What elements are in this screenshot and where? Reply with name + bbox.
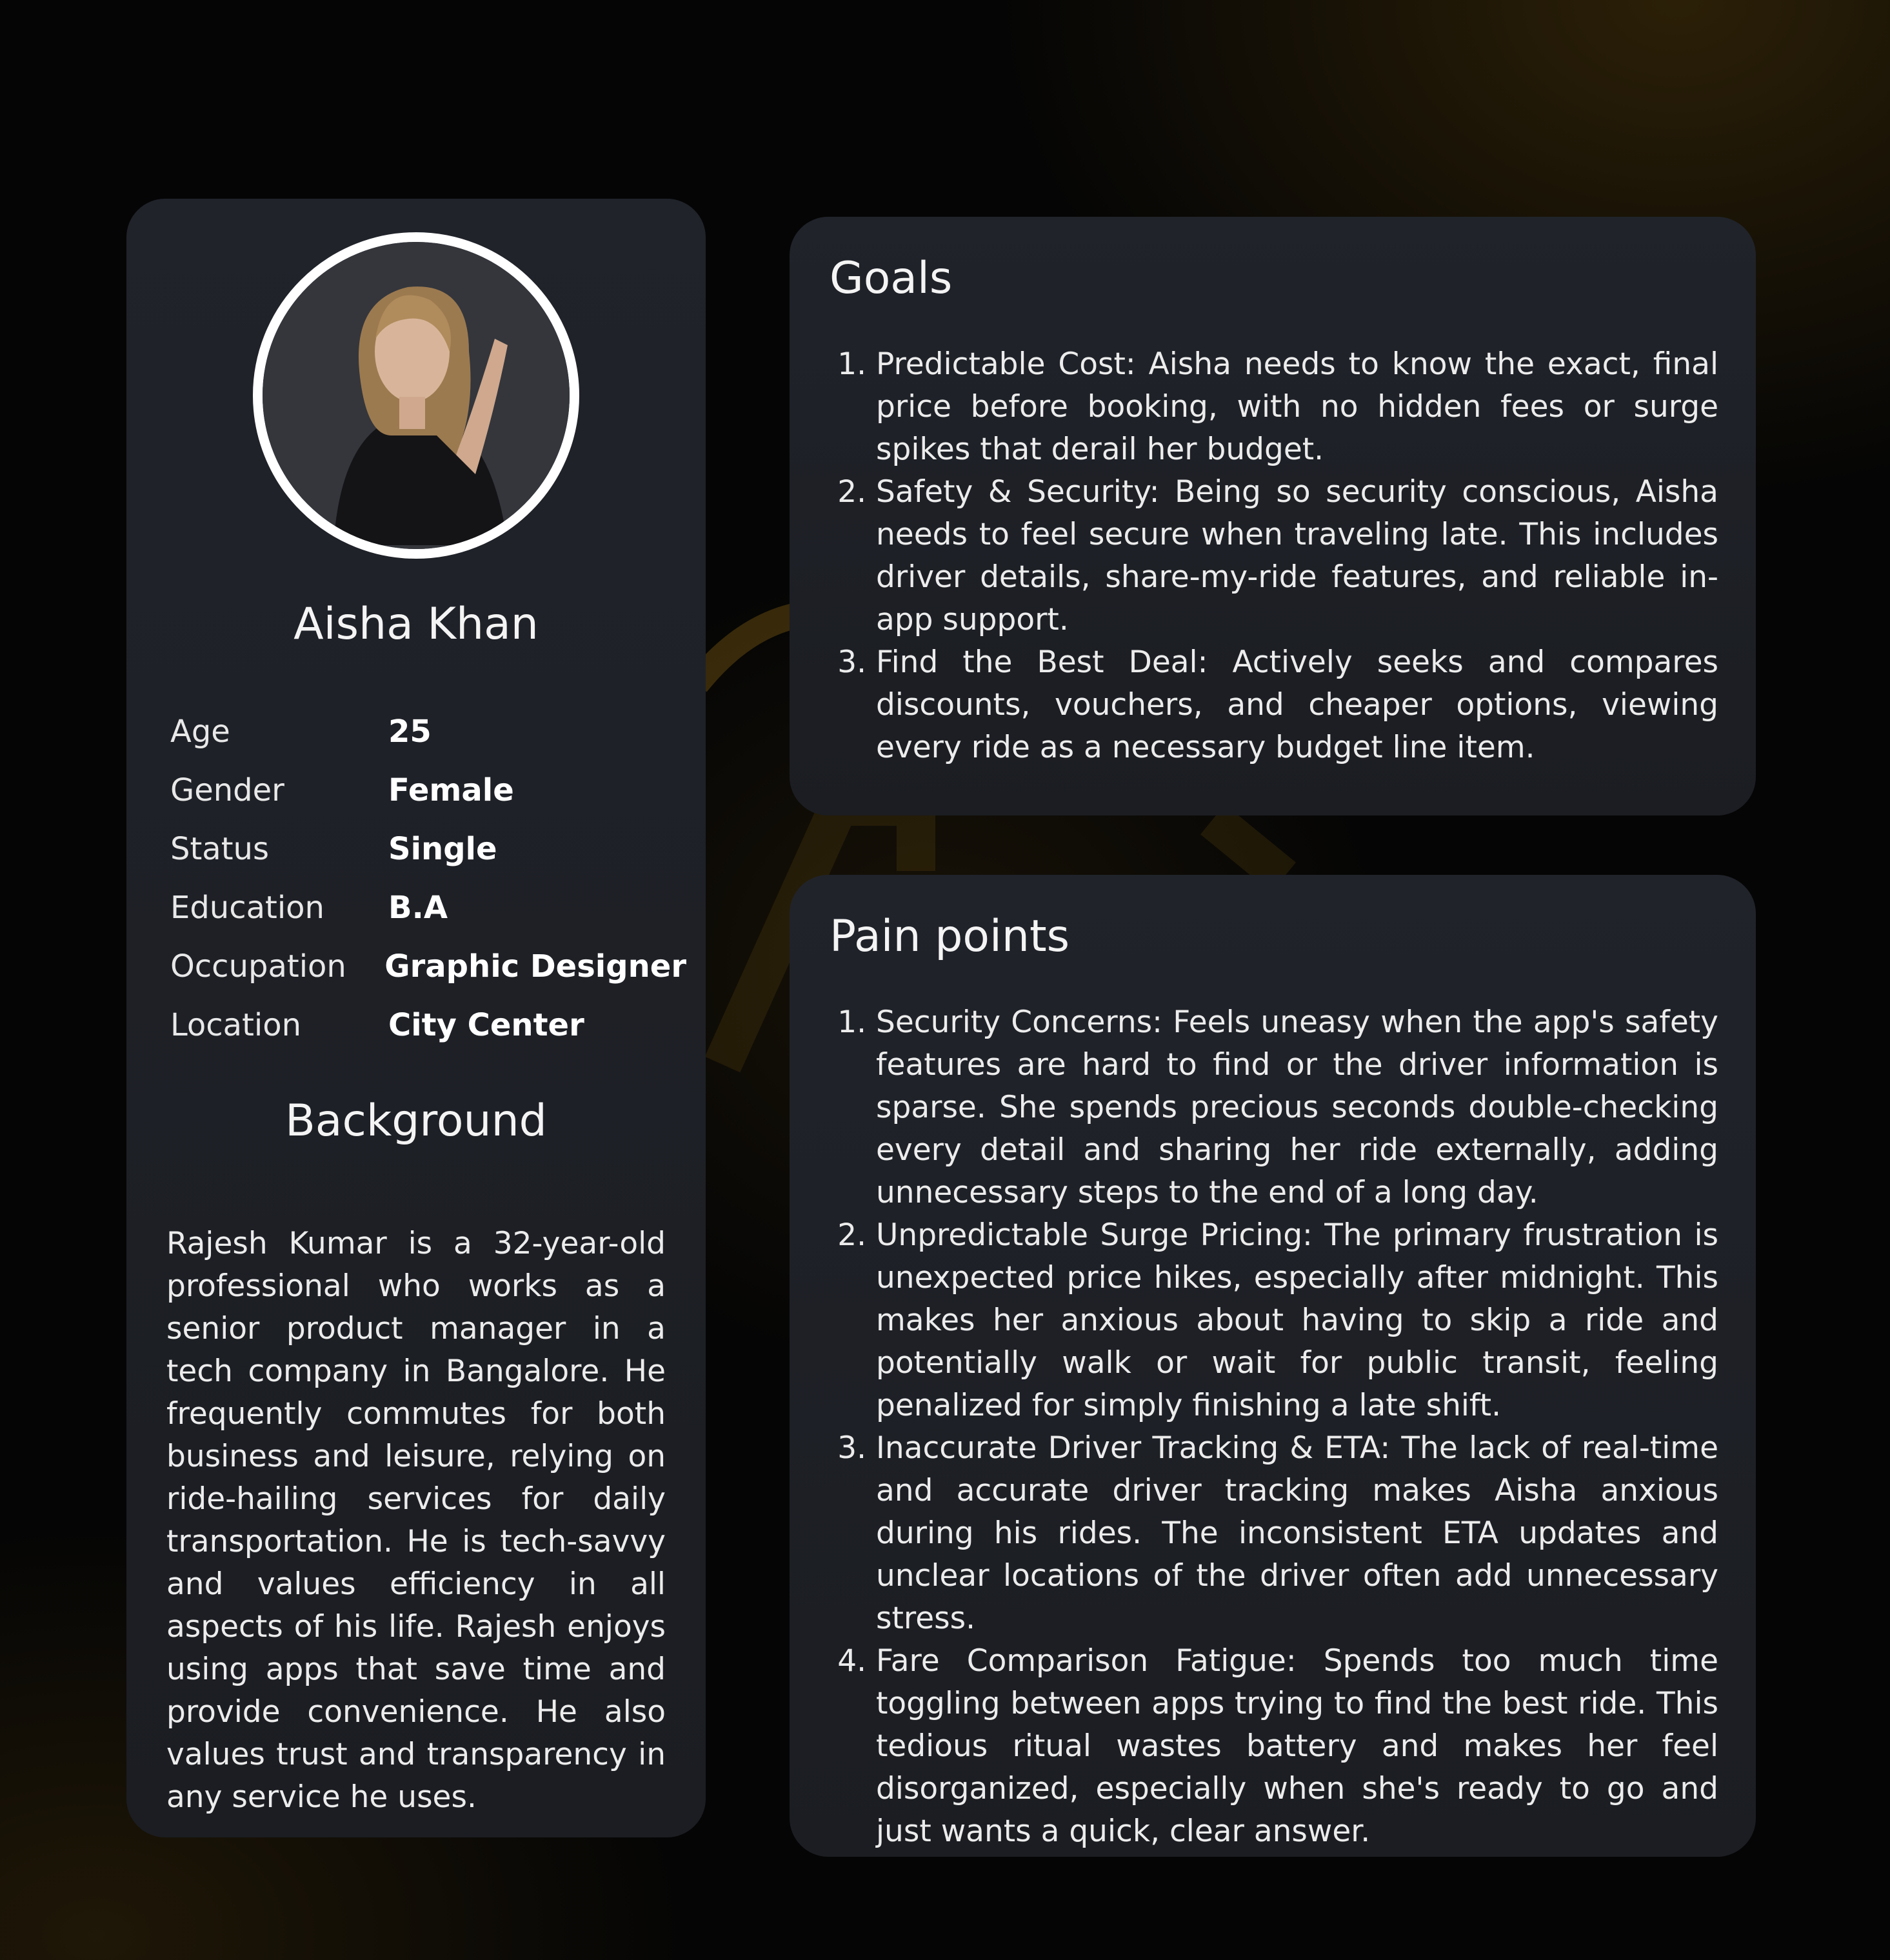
detail-value: Female (388, 772, 514, 808)
detail-row-occupation (170, 937, 686, 995)
list-item: 2. Safety & Security: Being so security conscious, Aisha needs to feel secure when traveling late. This includes driver details, share-my-ride features, and reliable in-app support. (876, 471, 1718, 641)
detail-row-location (170, 995, 686, 1054)
avatar (253, 232, 579, 559)
pain-points-card (790, 875, 1756, 1857)
detail-label: Status (170, 830, 269, 867)
detail-row-education (170, 878, 686, 937)
detail-label: Education (170, 889, 324, 926)
goals-heading: Goals (830, 253, 953, 304)
list-item: 3. Inaccurate Driver Tracking & ETA: The lack of real-time and accurate driver tracking makes Aisha anxious during his rides. The inconsistent ETA updates and unclear locations of the driver often add unnecessary stress. (876, 1427, 1718, 1640)
background-heading: Background (285, 1095, 547, 1146)
detail-label: Occupation (170, 948, 346, 985)
list-item: 2. Unpredictable Surge Pricing: The primary frustration is unexpected price hikes, especially after midnight. This makes her anxious about having to skip a ride and potentially walk or wait for public transit, feeling penalized for simply finishing a late shift. (876, 1214, 1718, 1427)
background-text: Rajesh Kumar is a 32-year-old professional who works as a senior product manager in a tech company in Bangalore. He frequently commutes for both business and leisure, relying on ride-hailing services for daily transportation. He is tech-savvy and values efficiency in all aspects of his life. Rajesh enjoys using apps that save time and provide convenience. He also values trust and transparency in any service he uses. (166, 1226, 666, 1815)
list-item: 1. Security Concerns: Feels uneasy when the app's safety features are hard to find or the driver information is sparse. She spends precious seconds double-checking every detail and sharing her ride externally, adding unnecessary steps to the end of a long day. (876, 1001, 1718, 1214)
list-item: 4. Fare Comparison Fatigue: Spends too much time toggling between apps trying to find the best ride. This tedious ritual wastes battery and makes her feel disorganized, especially when she's ready to go and just wants a quick, clear answer. (876, 1640, 1718, 1853)
persona-name: Aisha Khan (293, 599, 539, 650)
detail-label: Location (170, 1006, 302, 1043)
detail-value: City Center (388, 1006, 584, 1043)
goals-list (830, 343, 1718, 769)
detail-label: Age (170, 713, 230, 750)
pain-points-heading: Pain points (830, 911, 1070, 962)
detail-value: 25 (388, 713, 432, 750)
goals-card (790, 217, 1756, 815)
list-item: 3. Find the Best Deal: Actively seeks and compares discounts, vouchers, and cheaper options, viewing every ride as a necessary budget line item. (876, 641, 1718, 769)
detail-value: B.A (388, 889, 448, 926)
detail-row-status (170, 819, 686, 878)
detail-row-gender (170, 761, 686, 819)
person-photo-icon (263, 242, 570, 549)
detail-value: Graphic Designer (384, 948, 686, 985)
profile-card (126, 199, 706, 1837)
list-item: 1. Predictable Cost: Aisha needs to know the exact, final price before booking, with no hidden fees or surge spikes that derail her budget. (876, 343, 1718, 471)
detail-label: Gender (170, 772, 284, 808)
pain-points-list (830, 1001, 1718, 1853)
detail-value: Single (388, 830, 497, 867)
persona-details (170, 702, 686, 1054)
detail-row-age (170, 702, 686, 761)
